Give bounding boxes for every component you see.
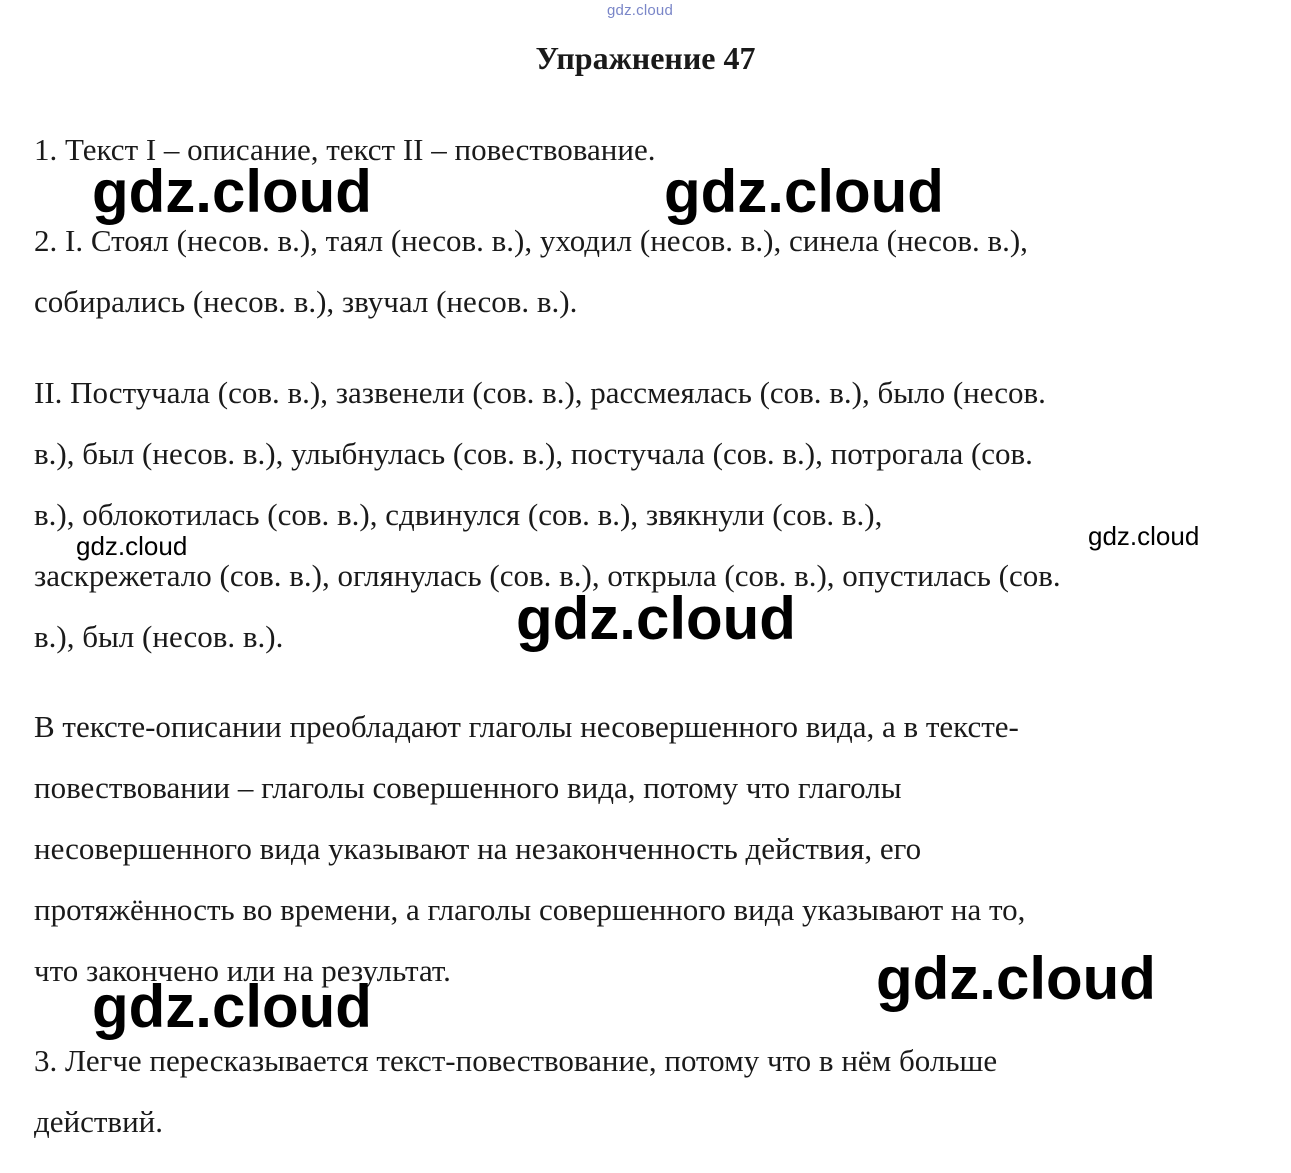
text-line: 1. Текст I – описание, текст II – повествование. bbox=[34, 132, 656, 167]
watermark: gdz.cloud bbox=[516, 585, 796, 652]
text-line: протяжённость во времени, а глаголы совершенного вида указывают на то, bbox=[34, 892, 1026, 927]
watermark: gdz.cloud bbox=[92, 973, 372, 1040]
text-line: что закончено или на результат. bbox=[34, 953, 451, 988]
text-line: несовершенного вида указывают на незаконченность действия, его bbox=[34, 831, 922, 866]
text-line: повествовании – глаголы совершенного вида, потому что глаголы bbox=[34, 770, 902, 805]
text-line: В тексте-описании преобладают глаголы несовершенного вида, а в тексте- bbox=[34, 709, 1019, 744]
site-watermark-top: gdz.cloud bbox=[607, 2, 674, 19]
page-title: Упражнение 47 bbox=[535, 40, 756, 76]
answer-item-3 bbox=[34, 1030, 1234, 1152]
answer-item-2-part-1 bbox=[34, 210, 1234, 332]
text-line: в.), был (несов. в.). bbox=[34, 619, 284, 654]
text-line: в.), облокотилась (сов. в.), сдвинулся (сов. в.), звякнули (сов. в.), bbox=[34, 497, 883, 532]
text-line: собирались (несов. в.), звучал (несов. в.). bbox=[34, 284, 578, 319]
watermark: gdz.cloud bbox=[876, 945, 1156, 1012]
text-line: в.), был (несов. в.), улыбнулась (сов. в.), постучала (сов. в.), потрогала (сов. bbox=[34, 436, 1033, 471]
text-line: 3. Легче пересказывается текст-повествование, потому что в нём больше bbox=[34, 1043, 998, 1078]
text-line: II. Постучала (сов. в.), зазвенели (сов. в.), рассмеялась (сов. в.), было (несов. bbox=[34, 375, 1046, 410]
text-line: 2. I. Стоял (несов. в.), таял (несов. в.), уходил (несов. в.), синела (несов. в.), bbox=[34, 223, 1028, 258]
watermark: gdz.cloud bbox=[664, 158, 944, 225]
watermark: gdz.cloud bbox=[76, 531, 188, 561]
text-line: заскрежетало (сов. в.), оглянулась (сов. в.), открыла (сов. в.), опустилась (сов. bbox=[34, 558, 1061, 593]
watermark: gdz.cloud bbox=[1088, 521, 1200, 551]
text-line: действий. bbox=[34, 1104, 163, 1139]
watermark: gdz.cloud bbox=[92, 158, 372, 225]
